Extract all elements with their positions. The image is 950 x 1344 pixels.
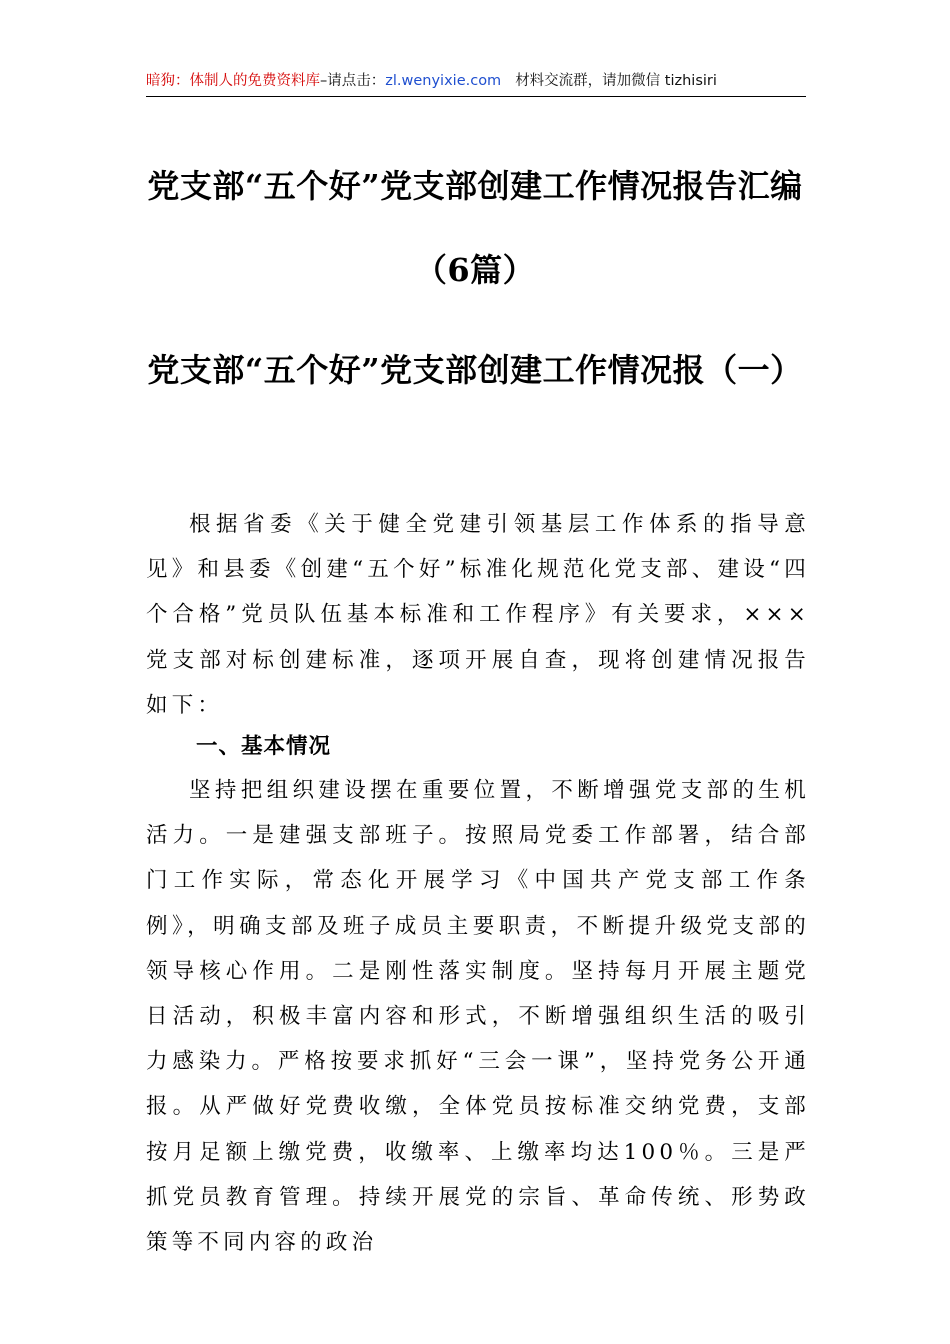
section-paragraph: 坚持把组织建设摆在重要位置，不断增强党支部的生机活力。一是建强支部班子。按照局党委工作部署，结合部门工作实际，常态化开展学习《中国共产党支部工作条例》，明确支部及班子成员主要职责，不断提升级党支部的领导核心作用。二是刚性落实制度。坚持每月开展主题党日活动，积极丰富内容和形式，不断增强组织生活的吸引力感染力。严格按要求抓好“三会一课”，坚持党务公开通报。从严做好党费收缴，全体党员按标准交纳党费，支部按月足额上缴党费，收缴率、上缴率均达100％。三是严抓党员教育管理。持续开展党的宗旨、革命传统、形势政策等不同内容的政治 [146, 778, 810, 1256]
header-site-name: 暗狗：体制人的免费资料库 [146, 73, 320, 89]
page-header [146, 70, 806, 92]
header-url-link[interactable]: zl.wenyixie.com [385, 73, 502, 89]
document-main-title: 党支部“五个好”党支部创建工作情况报告汇编（6篇） [147, 167, 803, 289]
header-prompt: –请点击： [320, 73, 386, 89]
intro-paragraph: 根据省委《关于健全党建引领基层工作体系的指导意见》和县委《创建“五个好”标准化规范化党支部、建设“四个合格”党员队伍基本标准和工作程序》有关要求，×××党支部对标创建标准，逐项开展自查，现将创建情况报告如下： [146, 512, 810, 718]
header-contact: 材料交流群，请加微信 tizhisiri [515, 73, 717, 89]
header-divider [146, 96, 806, 97]
document-sub-title: 党支部“五个好”党支部创建工作情况报（一） [147, 351, 803, 389]
section-heading: 一、基本情况 [196, 734, 332, 759]
